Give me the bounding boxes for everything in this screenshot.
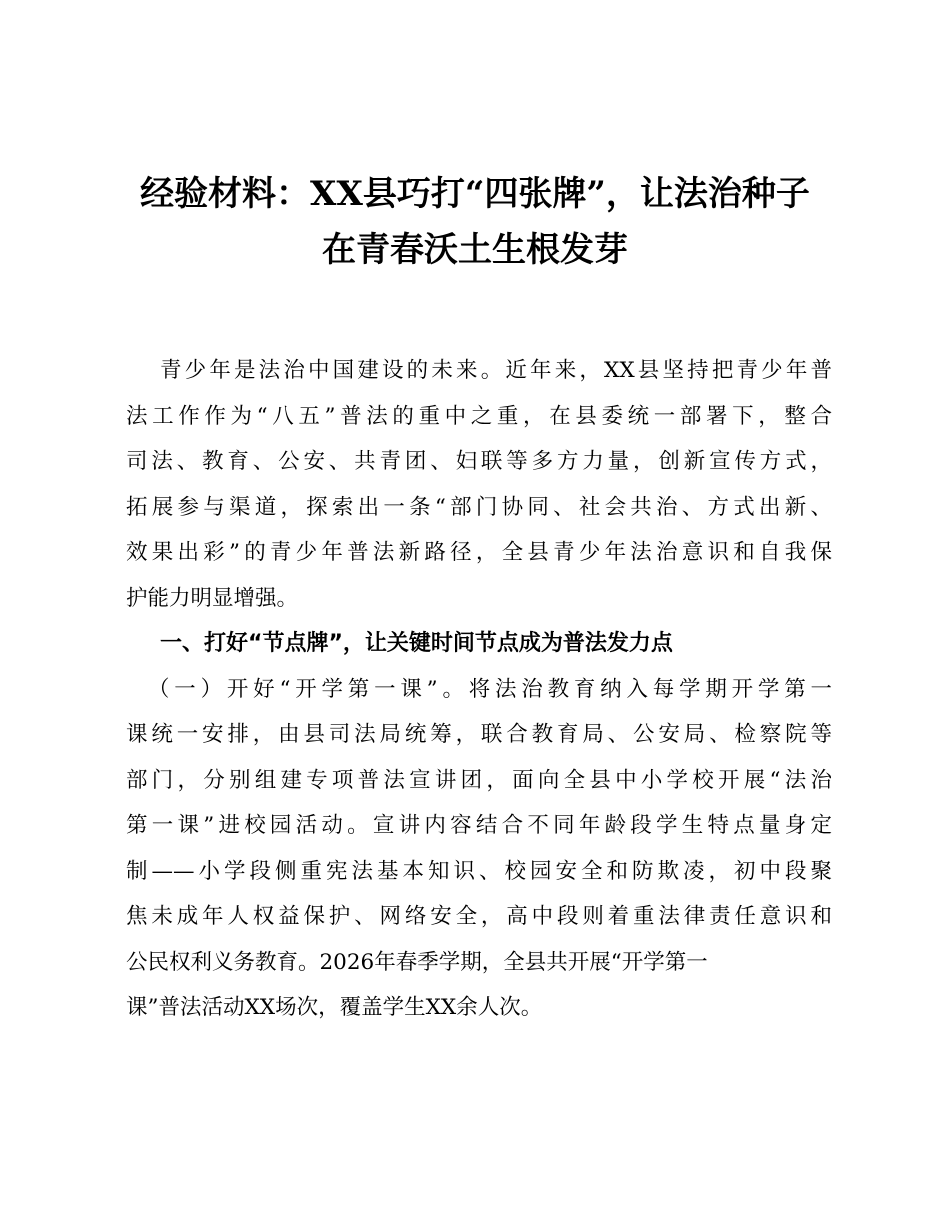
paragraph-line: 效果出彩”的青少年普法新路径，全县青少年法治意识和自我保 (126, 540, 832, 565)
paragraph-line: 公民权利义务教育。2026年春季学期，全县共开展“开学第一 (126, 949, 708, 975)
document-body (126, 348, 832, 1031)
paragraph-line: 课统一安排，由县司法局统筹，联合教育局、公安局、检察院等 (126, 722, 832, 747)
paragraph-line: 制——小学段侧重宪法基本知识、校园安全和防欺凌，初中段聚 (126, 858, 832, 884)
document-title (100, 166, 850, 278)
section-heading: 一、打好“节点牌”，让关键时间节点成为普法发力点 (160, 631, 673, 656)
paragraph-line: 青少年是法治中国建设的未来。近年来，XX县坚持把青少年普 (160, 358, 832, 383)
paragraph-line: 拓展参与渠道，探索出一条“部门协同、社会共治、方式出新、 (126, 494, 832, 520)
subsection-paragraph (126, 667, 832, 1031)
paragraph-line: 部门，分别组建专项普法宣讲团，面向全县中小学校开展“法治 (126, 767, 832, 793)
paragraph-line: 法工作作为“八五”普法的重中之重，在县委统一部署下，整合 (126, 403, 832, 429)
paragraph-line: 课”普法活动XX场次，覆盖学生XX余人次。 (126, 995, 543, 1020)
paragraph-line: 第一课”进校园活动。宣讲内容结合不同年龄段学生特点量身定 (126, 813, 832, 838)
title-line-1: 经验材料：XX县巧打“四张牌”，让法治种子 (140, 174, 810, 214)
paragraph-line: （一）开好“开学第一课”。将法治教育纳入每学期开学第一 (148, 676, 832, 702)
paragraph-line: 护能力明显增强。 (126, 585, 299, 611)
paragraph-line: 司法、教育、公安、共青团、妇联等多方力量，创新宣传方式， (126, 449, 832, 474)
title-line-2: 在青春沃土生根发芽 (322, 230, 628, 270)
intro-paragraph (126, 348, 832, 621)
paragraph-line: 焦未成年人权益保护、网络安全，高中段则着重法律责任意识和 (126, 904, 832, 929)
